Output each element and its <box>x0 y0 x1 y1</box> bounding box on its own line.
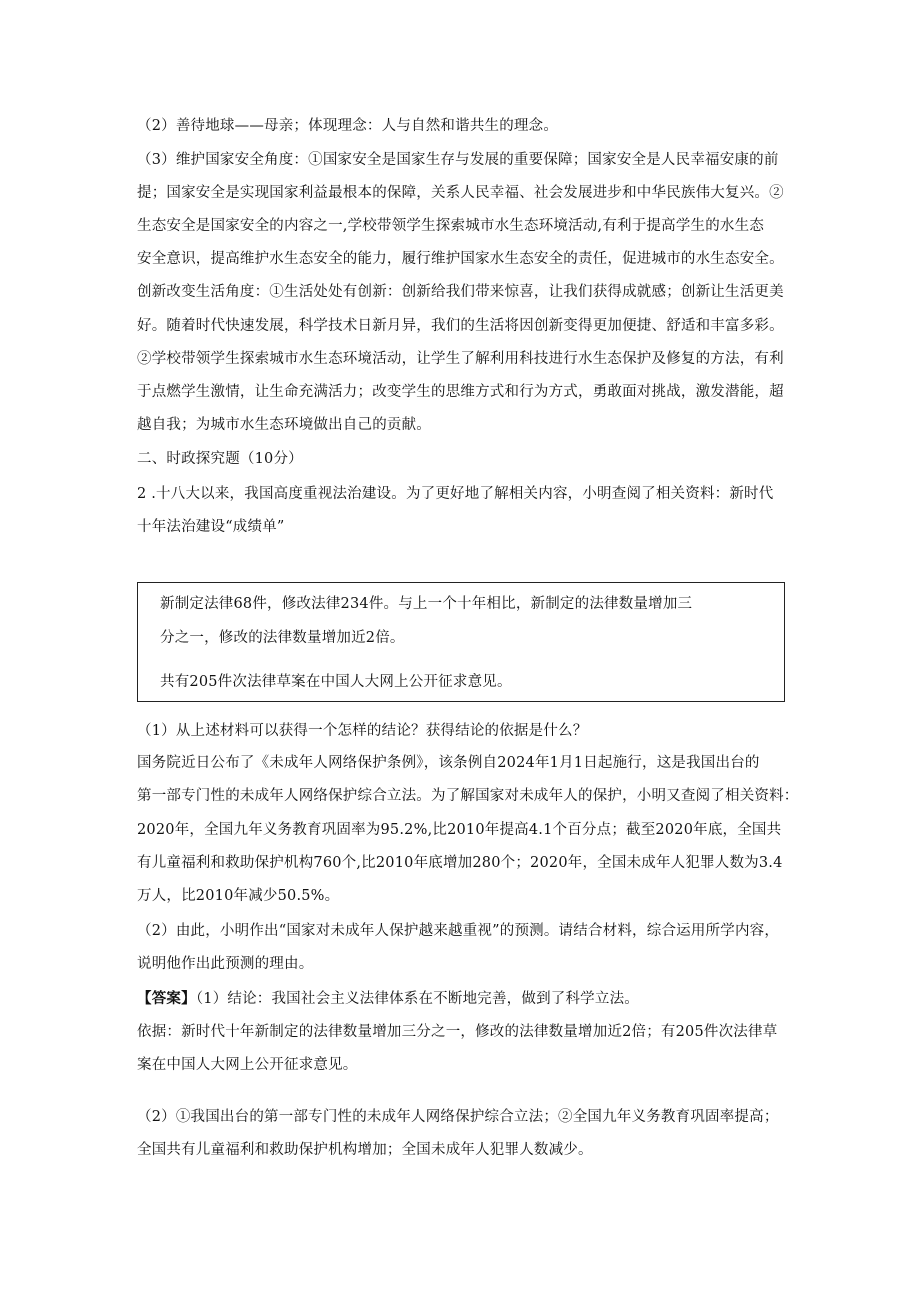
answer-1: （1）结论：我国社会主义法律体系在不断地完善，做到了科学立法。 <box>195 991 639 1007</box>
upper-p3-line: （3）维护国家安全角度：①国家安全是国家生存与发展的重要保障；国家安全是人民幸福安康的前 <box>137 152 779 168</box>
material-line: 万人，比2010年减少50.5%。 <box>137 888 340 904</box>
question-2-line: 2 .十八大以来，我国高度重视法治建设。为了更好地了解相关内容，小明查阅了相关资料：新时代 <box>137 486 774 502</box>
answer-2-line: 全国共有儿童福利和救助保护机构增加；全国未成年人犯罪人数减少。 <box>137 1142 593 1158</box>
answer-basis-line: 案在中国人大网上公开征求意见。 <box>137 1057 358 1073</box>
upper-p3-line: ②学校带领学生探索城市水生态环境活动，让学生了解利用科技进行水生态保护及修复的方法，有利 <box>137 351 784 367</box>
section-heading: 二、时政探究题（10分） <box>137 451 303 467</box>
answer-line-1 <box>137 989 639 1009</box>
upper-p2: （2）善待地球——母亲；体现理念：人与自然和谐共生的理念。 <box>137 118 559 134</box>
question-2-line: 十年法治建设“成绩单” <box>137 519 285 535</box>
sub-question-2-line: （2）由此，小明作出“国家对未成年人保护越来越重视”的预测。请结合材料，综合运用所学内容， <box>137 923 780 939</box>
material-line: 第一部专门性的未成年人网络保护综合立法。为了解国家对未成年人的保护，小明又查阅了相关资料： <box>137 788 799 804</box>
material-line: 有儿童福利和救助保护机构760个,比2010年底增加280个；2020年，全国未成年人犯罪人数为3.4 <box>137 855 783 871</box>
upper-p3-line: 越自我；为城市水生态环境做出自己的贡献。 <box>137 417 431 433</box>
answer-2-line: （2）①我国出台的第一部专门性的未成年人网络保护综合立法；②全国九年义务教育巩固率提高； <box>137 1109 779 1125</box>
material-line: 2020年，全国九年义务教育巩固率为95.2%,比2010年提高4.1个百分点；截至2020年底，全国共 <box>137 822 782 838</box>
upper-p3-line: 创新改变生活角度：①生活处处有创新：创新给我们带来惊喜，让我们获得成就感；创新让生活更美 <box>137 284 784 300</box>
answer-basis-line: 依据：新时代十年新制定的法律数量增加三分之一，修改的法律数量增加近2倍；有205件次法律草 <box>137 1024 778 1040</box>
upper-p3-line: 提；国家安全是实现国家利益最根本的保障，关系人民幸福、社会发展进步和中华民族伟大复兴。② <box>137 185 784 201</box>
upper-p3-line: 安全意识，提高维护水生态安全的能力，履行维护国家水生态安全的责任，促进城市的水生态安全。 <box>137 251 784 267</box>
material-box-line: 分之一，修改的法律数量增加近2倍。 <box>160 630 405 646</box>
material-box-line: 新制定法律68件，修改法律234件。与上一个十年相比，新制定的法律数量增加三 <box>160 596 693 612</box>
material-box-line: 共有205件次法律草案在中国人大网上公开征求意见。 <box>160 674 512 690</box>
answer-label: 【答案】 <box>137 990 196 1007</box>
upper-p3-line: 生态安全是国家安全的内容之一,学校带领学生探索城市水生态环境活动,有利于提高学生的水生态 <box>137 218 765 234</box>
upper-p3-line: 于点燃学生激情，让生命充满活力；改变学生的思维方式和行为方式，勇敢面对挑战，激发潜能，超 <box>137 384 784 400</box>
upper-p3-line: 好。随着时代快速发展，科学技术日新月异，我们的生活将因创新变得更加便捷、舒适和丰富多彩。 <box>137 318 784 334</box>
material-line: 国务院近日公布了《未成年人网络保护条例》，该条例自2024年1月1日起施行，这是我国出台的 <box>137 755 760 771</box>
sub-question-2-line: 说明他作出此预测的理由。 <box>137 956 314 972</box>
sub-question-1: （1）从上述材料可以获得一个怎样的结论？获得结论的依据是什么？ <box>137 723 588 739</box>
